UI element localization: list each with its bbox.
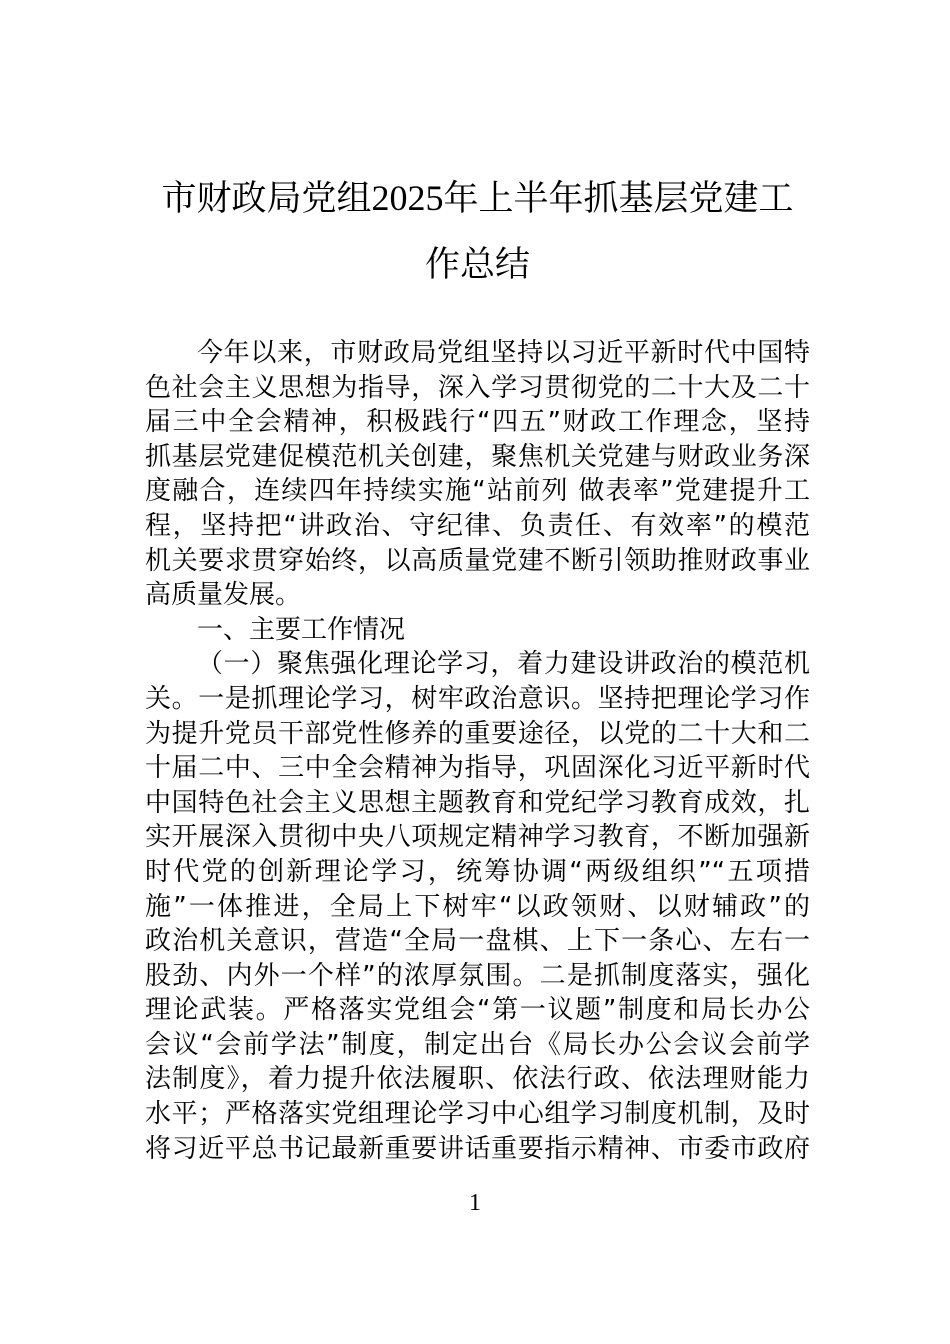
body-line: 理论武装。严格落实党组会“第一议题”制度和局长办公 (145, 995, 810, 1026)
title-text: 作总结 (424, 245, 530, 285)
title-year: 2025 (371, 178, 444, 218)
body-line: 中国特色社会主义思想主题教育和党纪学习教育成效，扎 (145, 787, 810, 818)
body-line: 高质量发展。 (145, 580, 302, 611)
body-line: 将习近平总书记最新重要讲话重要指示精神、市委市政府 (145, 1133, 810, 1164)
body-line: 程，坚持把“讲政治、守纪律、负责任、有效率”的模范 (145, 510, 810, 541)
body-line: 为提升党员干部党性修养的重要途径，以党的二十大和二 (145, 718, 810, 749)
body-line: 十届二中、三中全会精神为指导，巩固深化习近平新时代 (145, 753, 810, 784)
title-text: 年上半年抓基层党建工 (443, 179, 794, 219)
body-line: （一）聚焦强化理论学习，着力建设讲政治的模范机 (197, 649, 810, 680)
body-line: 届三中全会精神，积极践行“四五”财政工作理念，坚持 (145, 407, 810, 438)
body-line: 会议“会前学法”制度，制定出台《局长办公会议会前学 (145, 1029, 810, 1060)
body-line: 水平；严格落实党组理论学习中心组学习制度机制，及时 (145, 1099, 810, 1130)
body-line: 关。一是抓理论学习，树牢政治意识。坚持把理论学习作 (145, 683, 810, 714)
body-line: 实开展深入贯彻中央八项规定精神学习教育，不断加强新 (145, 822, 810, 853)
body-line: 法制度》，着力提升依法履职、依法行政、依法理财能力 (145, 1064, 810, 1095)
body-line: 抓基层党建促模范机关创建，聚焦机关党建与财政业务深 (145, 441, 810, 472)
title-line-1 (145, 165, 810, 232)
page-number: 1 (469, 1190, 481, 1216)
document-body (145, 336, 810, 1166)
body-line: 时代党的创新理论学习，统筹协调“两级组织”“五项措 (145, 856, 810, 887)
body-line: 今年以来，市财政局党组坚持以习近平新时代中国特 (197, 338, 810, 368)
body-line: 政治机关意识，营造“全局一盘棋、上下一条心、左右一 (145, 926, 810, 957)
document-title (145, 165, 810, 298)
title-line-2 (145, 232, 810, 298)
body-line: 施”一体推进，全局上下树牢“以政领财、以财辅政”的 (145, 891, 810, 922)
body-line: 一、主要工作情况 (197, 614, 406, 645)
body-line: 股劲、内外一个样”的浓厚氛围。二是抓制度落实，强化 (145, 960, 810, 991)
title-text: 市财政局党组 (161, 179, 372, 219)
body-line: 机关要求贯穿始终，以高质量党建不断引领助推财政事业 (145, 545, 810, 576)
body-line: 色社会主义思想为指导，深入学习贯彻党的二十大及二十 (145, 372, 810, 403)
body-line: 度融合，连续四年持续实施“站前列 做表率”党建提升工 (145, 476, 810, 507)
